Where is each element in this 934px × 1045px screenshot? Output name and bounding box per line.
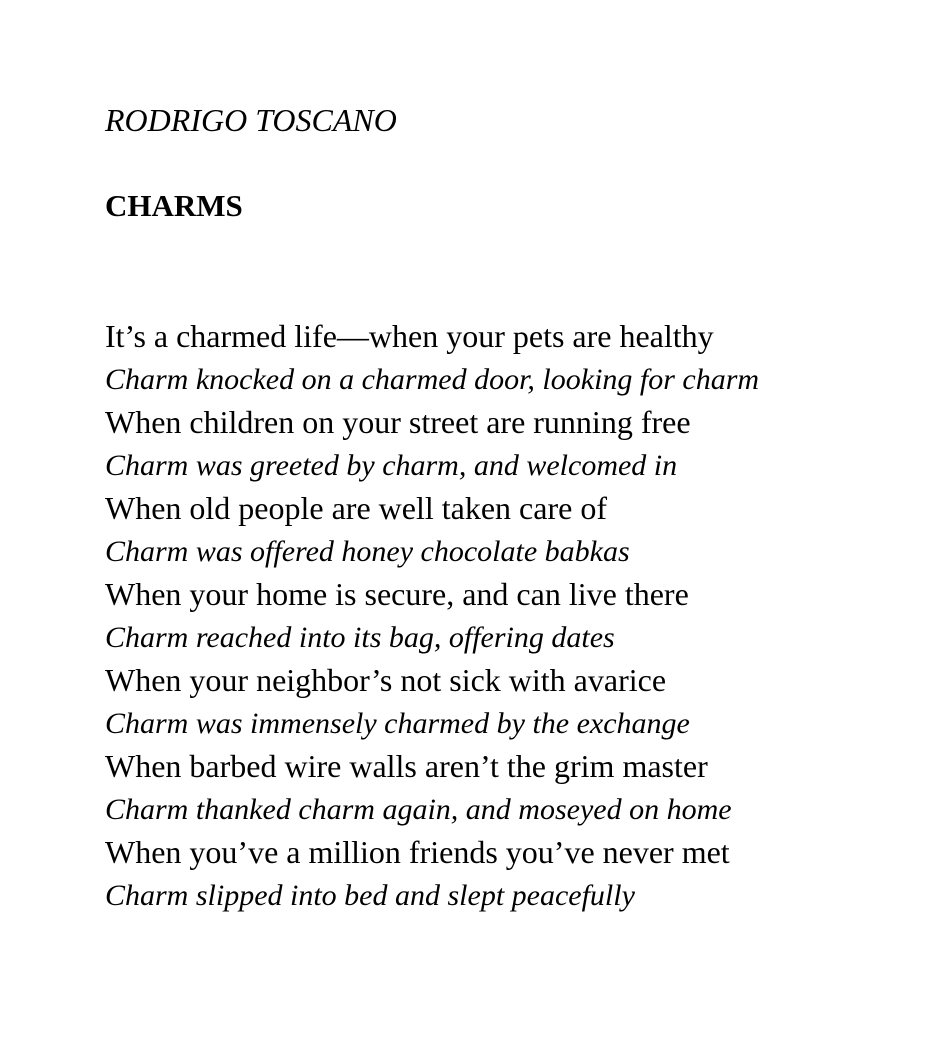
poem-line: When your home is secure, and can live there [105, 576, 689, 612]
poem-line-italic: Charm thanked charm again, and moseyed on home [105, 793, 732, 826]
poem-line-italic: Charm reached into its bag, offering dates [105, 621, 615, 654]
author-name: RODRIGO TOSCANO [105, 102, 397, 138]
poem-line: It’s a charmed life—when your pets are healthy [105, 318, 714, 354]
poem-line: When you’ve a million friends you’ve never met [105, 834, 730, 870]
poem-line: When children on your street are running free [105, 404, 691, 440]
poem-line: When your neighbor’s not sick with avarice [105, 662, 667, 698]
poem-line-italic: Charm was greeted by charm, and welcomed in [105, 449, 678, 482]
poem-line: When barbed wire walls aren’t the grim master [105, 748, 708, 784]
poem-line-italic: Charm was immensely charmed by the exchange [105, 707, 690, 740]
poem-line-italic: Charm was offered honey chocolate babkas [105, 535, 630, 568]
poem-body [105, 315, 905, 917]
poem-line-italic: Charm slipped into bed and slept peacefully [105, 879, 635, 912]
poem-title: CHARMS [105, 188, 243, 223]
poem-line: When old people are well taken care of [105, 490, 607, 526]
poem-line-italic: Charm knocked on a charmed door, looking for charm [105, 363, 760, 396]
